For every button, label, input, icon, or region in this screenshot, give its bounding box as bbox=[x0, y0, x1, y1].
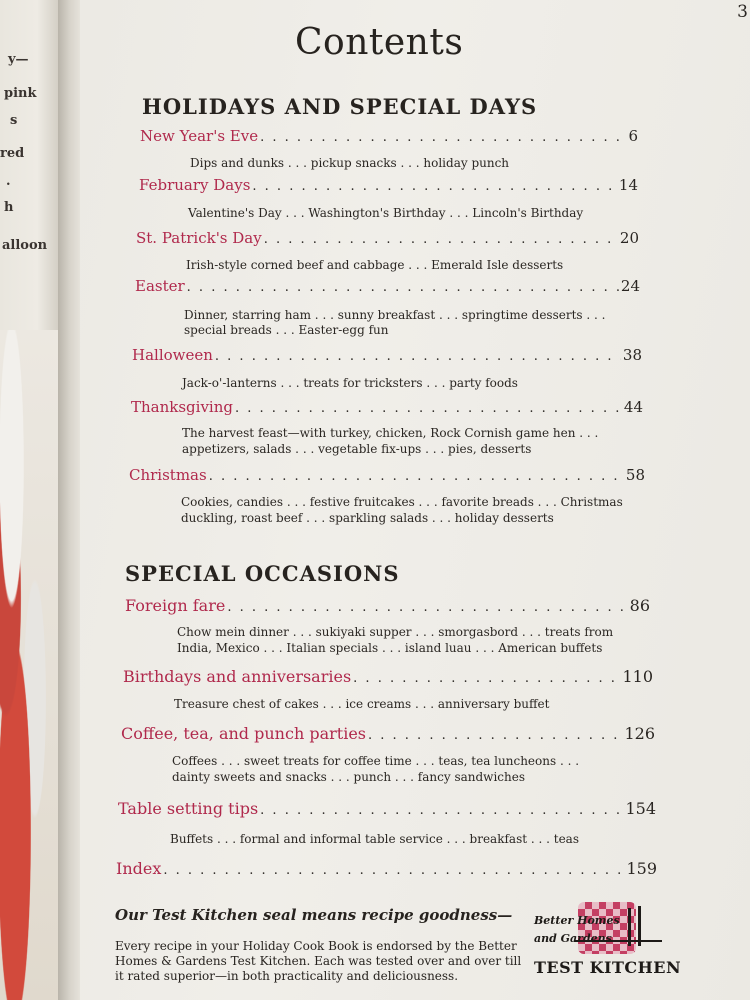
entry-page-number: 159 bbox=[626, 859, 657, 878]
entry-title: February Days bbox=[139, 176, 251, 194]
toc-entry[interactable] bbox=[121, 724, 655, 743]
entry-title: Birthdays and anniversaries bbox=[123, 667, 352, 686]
seal-test-kitchen: TEST KITCHEN bbox=[534, 958, 682, 977]
toc-entry[interactable] bbox=[129, 466, 645, 484]
dot-leader bbox=[227, 600, 627, 615]
toc-entry[interactable] bbox=[132, 346, 642, 364]
entry-description: Treasure chest of cakes . . . ice creams . . . anniversary buffet bbox=[174, 697, 550, 711]
test-kitchen-text bbox=[115, 939, 521, 984]
entry-page-number: 38 bbox=[622, 346, 642, 364]
dot-leader bbox=[187, 280, 619, 295]
entry-description: Jack-o'-lanterns . . . treats for tricksters . . . party foods bbox=[182, 376, 518, 390]
facing-page-photo bbox=[0, 330, 58, 1000]
entry-page-number: 58 bbox=[625, 466, 645, 484]
entry-title: Thanksgiving bbox=[131, 398, 233, 416]
entry-page-number: 20 bbox=[619, 229, 639, 247]
entry-description: Dips and dunks . . . pickup snacks . . . holiday punch bbox=[190, 156, 510, 170]
entry-description: Chow mein dinner . . . sukiyaki supper . . . smorgasbord . . . treats from bbox=[177, 625, 614, 639]
section-heading-special-occasions: SPECIAL OCCASIONS bbox=[125, 561, 400, 586]
entry-page-number: 24 bbox=[620, 277, 640, 295]
test-kitchen-text-line: it rated superior—in both practicality and deliciousness. bbox=[115, 969, 459, 983]
entry-description: Valentine's Day . . . Washington's Birthday . . . Lincoln's Birthday bbox=[188, 206, 584, 220]
facing-page-word: s bbox=[10, 113, 18, 128]
facing-page-word: alloon bbox=[2, 238, 48, 253]
entry-title: Christmas bbox=[129, 466, 207, 484]
toc-entry[interactable] bbox=[123, 667, 653, 686]
toc-entry[interactable] bbox=[136, 229, 639, 247]
dot-leader bbox=[353, 671, 620, 686]
entry-title: St. Patrick's Day bbox=[136, 229, 262, 247]
entry-page-number: 86 bbox=[629, 596, 650, 615]
toc-entry[interactable] bbox=[139, 176, 638, 194]
dot-leader bbox=[260, 130, 626, 145]
entry-description: Irish-style corned beef and cabbage . . . Emerald Isle desserts bbox=[186, 258, 564, 272]
entry-page-number: 154 bbox=[625, 799, 656, 818]
entry-page-number: 44 bbox=[623, 398, 643, 416]
facing-page-word: . bbox=[6, 174, 11, 189]
facing-page-word: pink bbox=[4, 86, 37, 101]
entry-description: duckling, roast beef . . . sparkling salads . . . holiday desserts bbox=[181, 511, 554, 525]
dot-leader bbox=[235, 401, 622, 416]
entry-page-number: 14 bbox=[618, 176, 638, 194]
entry-description: Dinner, starring ham . . . sunny breakfast . . . springtime desserts . . . bbox=[184, 308, 606, 322]
entry-title: Foreign fare bbox=[125, 596, 226, 615]
toc-entry[interactable] bbox=[131, 398, 643, 416]
dot-leader bbox=[252, 179, 617, 194]
section-heading-holidays: HOLIDAYS AND SPECIAL DAYS bbox=[142, 94, 538, 119]
entry-page-number: 126 bbox=[624, 724, 655, 743]
page-title: Contents bbox=[295, 22, 464, 63]
dot-leader bbox=[163, 863, 624, 878]
entry-page-number: 110 bbox=[622, 667, 653, 686]
facing-page-word: y— bbox=[8, 52, 29, 67]
entry-title: Index bbox=[116, 859, 162, 878]
toc-entry[interactable] bbox=[140, 127, 638, 145]
entry-description: Cookies, candies . . . festive fruitcakes . . . favorite breads . . . Christmas bbox=[181, 495, 623, 509]
contents-page bbox=[80, 0, 750, 1000]
test-kitchen-text-line: Homes & Gardens Test Kitchen. Each was tested over and over till bbox=[115, 954, 522, 968]
toc-entry[interactable] bbox=[135, 277, 640, 295]
dot-leader bbox=[215, 349, 621, 364]
entry-description: special breads . . . Easter-egg fun bbox=[184, 323, 389, 337]
toc-entry[interactable] bbox=[116, 859, 657, 878]
dot-leader bbox=[209, 469, 624, 484]
dot-leader bbox=[264, 232, 618, 247]
facing-page bbox=[0, 0, 62, 1000]
entry-title: Coffee, tea, and punch parties bbox=[121, 724, 366, 743]
entry-description: Buffets . . . formal and informal table service . . . breakfast . . . teas bbox=[170, 832, 579, 846]
entry-description: India, Mexico . . . Italian specials . . . island luau . . . American buffets bbox=[177, 641, 603, 655]
test-kitchen-text-line: Every recipe in your Holiday Cook Book is endorsed by the Better bbox=[115, 939, 517, 953]
seal-brand-line1: Better Homes bbox=[534, 914, 620, 927]
facing-page-word: h bbox=[4, 200, 14, 215]
entry-title: Easter bbox=[135, 277, 185, 295]
toc-entry[interactable] bbox=[118, 799, 656, 818]
entry-title: New Year's Eve bbox=[140, 127, 259, 145]
entry-description: dainty sweets and snacks . . . punch . . . fancy sandwiches bbox=[172, 770, 525, 784]
seal-brand-line2: and Gardens bbox=[534, 932, 612, 945]
entry-page-number: 6 bbox=[628, 127, 638, 145]
entry-description: Coffees . . . sweet treats for coffee time . . . teas, tea luncheons . . . bbox=[172, 754, 580, 768]
entry-title: Table setting tips bbox=[118, 799, 259, 818]
dot-leader bbox=[368, 728, 622, 743]
entry-title: Halloween bbox=[132, 346, 213, 364]
test-kitchen-seal bbox=[528, 902, 682, 982]
toc-entry[interactable] bbox=[125, 596, 650, 615]
test-kitchen-heading: Our Test Kitchen seal means recipe goodness— bbox=[115, 906, 513, 924]
page-number: 3 bbox=[737, 2, 748, 22]
entry-description: The harvest feast—with turkey, chicken, Rock Cornish game hen . . . bbox=[182, 426, 599, 440]
dot-leader bbox=[260, 803, 623, 818]
facing-page-word: red bbox=[0, 146, 25, 161]
entry-description: appetizers, salads . . . vegetable fix-ups . . . pies, desserts bbox=[182, 442, 532, 456]
